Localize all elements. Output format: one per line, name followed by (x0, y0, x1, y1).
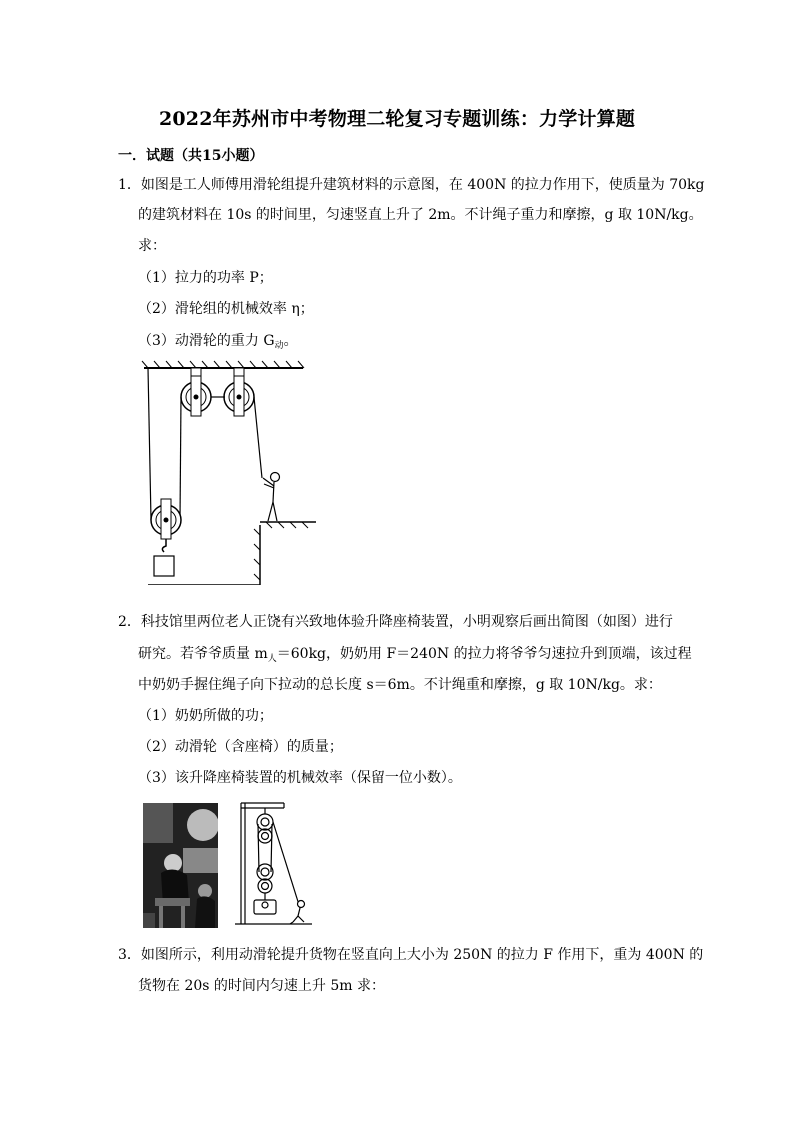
q1-item-1: （1）拉力的功率 P； (138, 270, 273, 286)
document-title: 2022年苏州市中考物理二轮复习专题训练：力学计算题 (158, 108, 636, 130)
q1-line-3: 求： (138, 238, 166, 254)
q3-line-1: 3．如图所示，利用动滑轮提升货物在竖直向上大小为 250N 的拉力 F 作用下，重为 400N 的 (118, 947, 704, 963)
q2-item-2: （2）动滑轮（含座椅）的质量； (138, 739, 343, 755)
movable-pulley (151, 499, 181, 552)
load-box (154, 556, 174, 576)
worker-figure (263, 473, 280, 522)
q2-line-2: 研究。若爷爷质量 $m_人=60kg$，奶奶用 F＝240N 的拉力将爷爷匀速拉升到顶端，该过程 (138, 646, 692, 664)
section-heading: 一．试题（共15小题） (118, 148, 264, 164)
q1-line-2: 的建筑材料在 10s 的时间里，匀速竖直上升了 2m。不计绳子重力和摩擦，g 取 10N/kg。 (138, 207, 703, 223)
pulley-system-figure (138, 360, 323, 585)
q2-item-1: （1）奶奶所做的功； (138, 708, 273, 724)
q1-item-3: （3）动滑轮的重力 $G_动$。 (138, 333, 298, 351)
q3-line-2: 货物在 20s 的时间内匀速上升 5m 求： (138, 978, 385, 994)
q1-line-1: 1．如图是工人师傅用滑轮组提升建筑材料的示意图，在 400N 的拉力作用下，使质量为 70kg (118, 177, 705, 193)
q2-item-3: （3）该升降座椅装置的机械效率（保留一位小数）。 (138, 770, 462, 786)
q2-line-1: 2．科技馆里两位老人正饶有兴致地体验升降座椅装置，小明观察后画出简图（如图）进行 (118, 614, 673, 630)
fixed-pulley-right (224, 368, 254, 416)
q2-line-3: 中奶奶手握住绳子向下拉动的总长度 s＝6m。不计绳重和摩擦，g 取 10N/kg。求： (138, 677, 662, 693)
lift-seat-diagram (232, 800, 322, 930)
museum-photo (143, 803, 218, 928)
q1-item-2: （2）滑轮组的机械效率 η； (138, 301, 314, 317)
fixed-pulley-left (181, 368, 211, 416)
